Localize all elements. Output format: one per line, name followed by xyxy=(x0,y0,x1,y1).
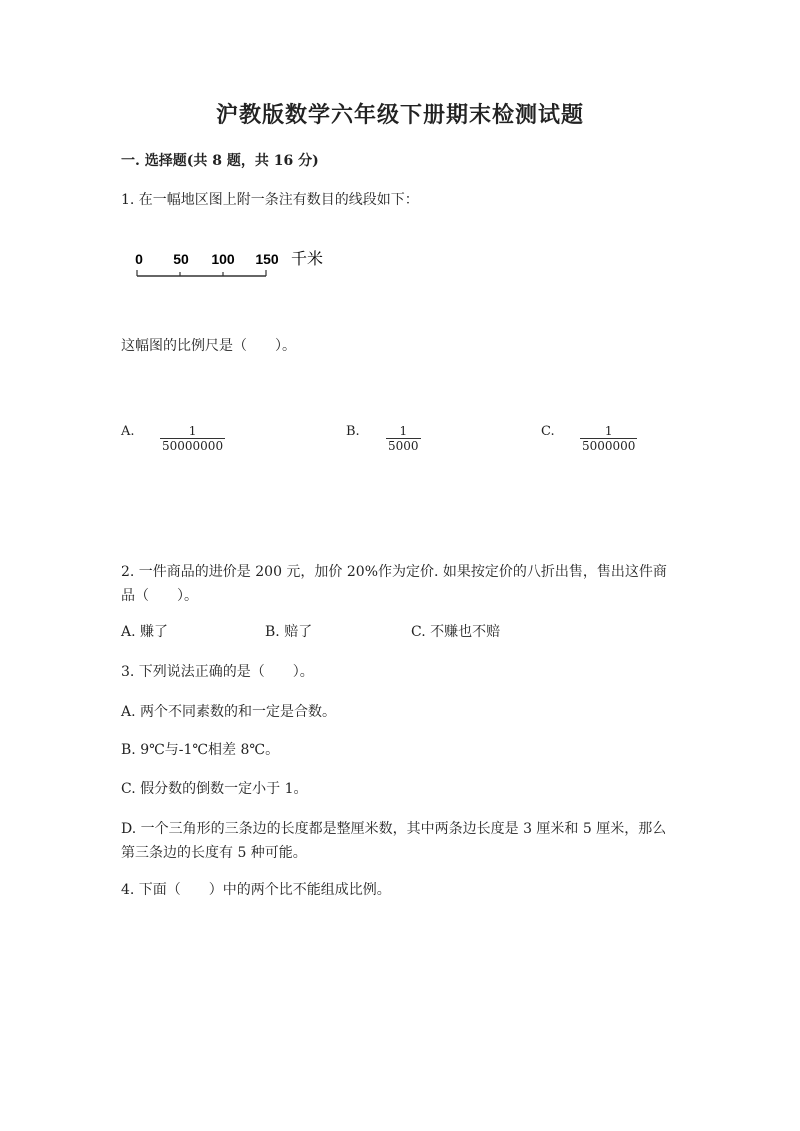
question-2-option-a[interactable]: A. 赚了 xyxy=(121,624,169,640)
question-3-option-a[interactable]: A. 两个不同素数的和一定是合数。 xyxy=(121,704,337,720)
option-a-label: A. xyxy=(121,424,135,439)
question-3-option-c[interactable]: C. 假分数的倒数一定小于 1。 xyxy=(121,781,308,797)
page-title: 沪教版数学六年级下册期末检测试题 xyxy=(215,102,584,128)
scale-tick-label-50: 50 xyxy=(173,251,189,267)
option-c[interactable] xyxy=(541,420,555,439)
option-c-numerator: 1 xyxy=(604,424,613,438)
option-b-denominator: 5000 xyxy=(388,439,419,453)
question-2-option-c[interactable]: C. 不赚也不赔 xyxy=(411,624,501,640)
option-c-fraction xyxy=(580,420,637,453)
option-a-denominator: 50000000 xyxy=(162,439,224,453)
question-3-option-d[interactable]: D. 一个三角形的三条边的长度都是整厘米数，其中两条边长度是 3 厘米和 5 厘米，那么第三条边的长度有 5 种可能。 xyxy=(121,821,667,861)
question-2-option-b[interactable]: B. 赔了 xyxy=(265,624,313,640)
option-b-label: B. xyxy=(346,424,360,439)
option-a[interactable] xyxy=(121,420,135,439)
question-3-option-b[interactable]: B. 9℃与-1℃相差 8℃。 xyxy=(121,742,280,758)
question-3-stem: 3. 下列说法正确的是（ ）。 xyxy=(121,664,314,680)
option-b[interactable] xyxy=(346,420,360,439)
scale-tick-label-100: 100 xyxy=(211,251,235,267)
option-c-denominator: 5000000 xyxy=(582,439,636,453)
scale-tick-label-150: 150 xyxy=(255,251,279,267)
option-a-fraction xyxy=(160,420,225,453)
section-heading: 一. 选择题(共 8 题，共 16 分) xyxy=(121,153,319,169)
option-a-numerator: 1 xyxy=(188,424,197,438)
scale-unit-label: 千米 xyxy=(291,249,324,268)
option-b-fraction xyxy=(386,420,421,453)
question-1-stem: 1. 在一幅地区图上附一条注有数目的线段如下： xyxy=(121,192,419,208)
question-2-stem: 2. 一件商品的进价是 200 元，加价 20%作为定价. 如果按定价的八折出售，售出这件商品（ ）。 xyxy=(121,564,667,604)
question-4-stem: 4. 下面（ ）中的两个比不能组成比例。 xyxy=(121,882,391,898)
option-c-label: C. xyxy=(541,424,555,439)
question-1-prompt: 这幅图的比例尺是（ ）。 xyxy=(121,338,296,354)
scale-tick-label-0: 0 xyxy=(135,251,143,267)
scale-bar-figure xyxy=(130,246,330,286)
option-b-numerator: 1 xyxy=(399,424,408,438)
